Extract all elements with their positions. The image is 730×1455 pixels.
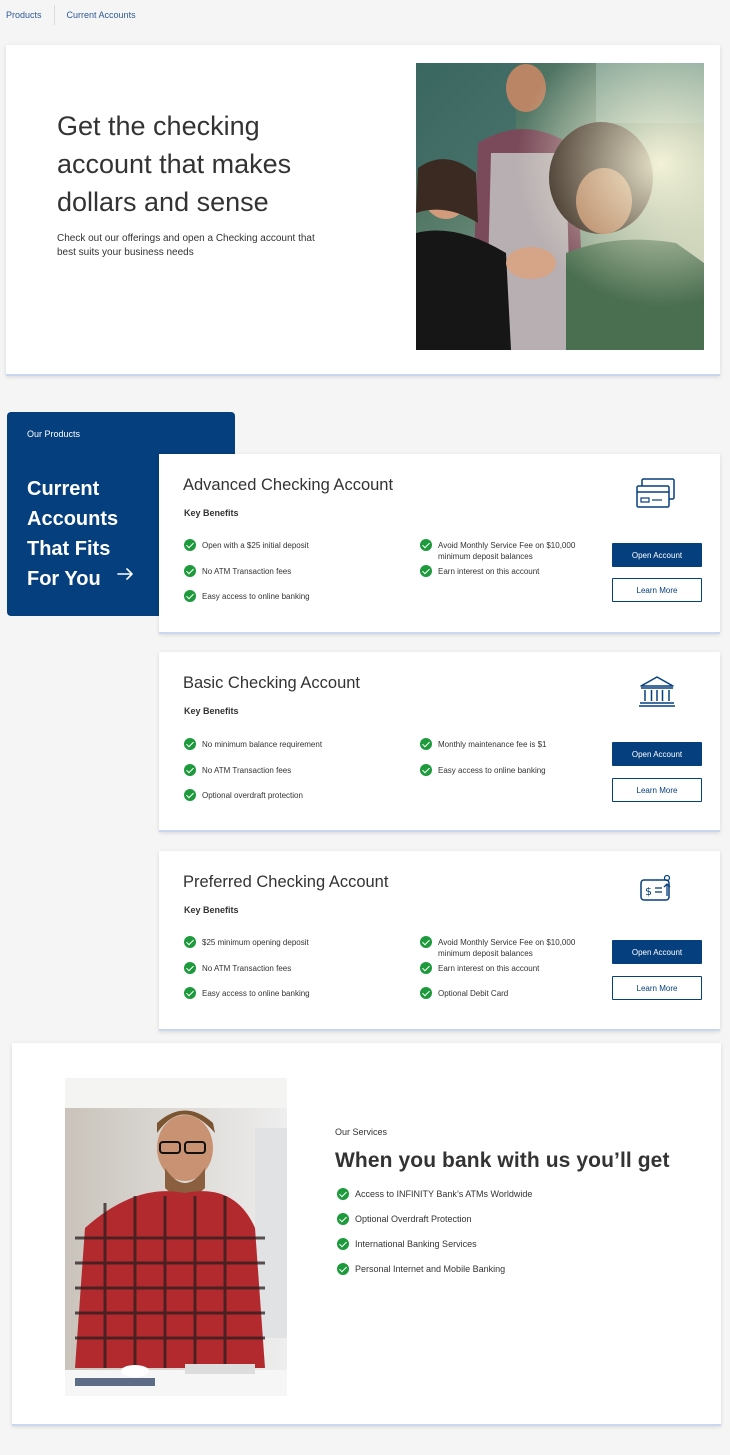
products-eyebrow: Our Products: [27, 429, 81, 439]
benefit-item: $25 minimum opening deposit: [184, 937, 352, 948]
hero-title: Get the checking account that makes dollars and sense: [57, 111, 292, 217]
credit-card-icon: [634, 476, 680, 512]
hero-photo: [416, 63, 704, 350]
account-card-advanced: [159, 454, 720, 634]
service-item: Access to INFINITY Bank’s ATMs Worldwide: [337, 1188, 532, 1200]
service-item: Personal Internet and Mobile Banking: [337, 1263, 505, 1275]
check-icon: [184, 738, 196, 750]
key-benefits-label: Key Benefits: [184, 905, 239, 915]
account-title: Advanced Checking Account: [183, 476, 394, 494]
benefit-item: Monthly maintenance fee is $1: [420, 739, 588, 750]
hero-card: [6, 45, 720, 376]
breadcrumb: [0, 0, 730, 30]
check-icon: [420, 539, 432, 551]
benefit-item: No minimum balance requirement: [184, 739, 352, 750]
check-icon: [420, 987, 432, 999]
benefit-item: No ATM Transaction fees: [184, 963, 352, 974]
benefit-item: Optional Debit Card: [420, 988, 588, 999]
open-account-button[interactable]: Open Account: [612, 742, 702, 766]
account-title: Basic Checking Account: [183, 674, 361, 692]
svg-text:$: $: [645, 885, 652, 898]
open-account-button[interactable]: Open Account: [612, 940, 702, 964]
check-icon: [184, 789, 196, 801]
check-icon: [337, 1188, 349, 1200]
hero-subtitle: Check out our offerings and open a Checking account that best suits your business needs: [57, 233, 315, 258]
account-card-basic: [159, 652, 720, 832]
account-title: Preferred Checking Account: [183, 873, 389, 891]
benefit-item: Earn interest on this account: [420, 963, 588, 974]
check-icon: [184, 565, 196, 577]
benefit-item: Easy access to online banking: [184, 591, 352, 602]
check-icon: [184, 936, 196, 948]
benefit-item: Optional overdraft protection: [184, 790, 352, 801]
check-icon: [420, 962, 432, 974]
breadcrumb-current-accounts[interactable]: Current Accounts: [66, 10, 136, 20]
service-item: International Banking Services: [337, 1238, 477, 1250]
arrow-right-icon[interactable]: [117, 567, 135, 581]
benefit-item: Avoid Monthly Service Fee on $10,000 minimum deposit balances: [420, 540, 588, 562]
services-card: [12, 1043, 721, 1426]
check-icon: [184, 539, 196, 551]
open-account-button[interactable]: Open Account: [612, 543, 702, 567]
benefit-item: Avoid Monthly Service Fee on $10,000 minimum deposit balances: [420, 937, 588, 959]
check-icon: [420, 565, 432, 577]
benefit-item: Open with a $25 initial deposit: [184, 540, 352, 551]
check-icon: [337, 1213, 349, 1225]
dollar-transfer-icon: [634, 873, 680, 909]
check-icon: [184, 590, 196, 602]
check-icon: [184, 764, 196, 776]
benefit-item: No ATM Transaction fees: [184, 765, 352, 776]
check-icon: [337, 1238, 349, 1250]
service-item: Optional Overdraft Protection: [337, 1213, 472, 1225]
learn-more-button[interactable]: Learn More: [612, 578, 702, 602]
account-card-preferred: [159, 851, 720, 1031]
learn-more-button[interactable]: Learn More: [612, 778, 702, 802]
key-benefits-label: Key Benefits: [184, 508, 239, 518]
benefit-item: Earn interest on this account: [420, 566, 588, 577]
check-icon: [420, 764, 432, 776]
check-icon: [184, 987, 196, 999]
check-icon: [420, 738, 432, 750]
breadcrumb-products[interactable]: Products: [6, 10, 42, 20]
check-icon: [184, 962, 196, 974]
breadcrumb-divider: [54, 5, 55, 25]
check-icon: [420, 936, 432, 948]
services-photo: [65, 1078, 287, 1396]
check-icon: [337, 1263, 349, 1275]
learn-more-button[interactable]: Learn More: [612, 976, 702, 1000]
benefit-item: Easy access to online banking: [420, 765, 588, 776]
services-eyebrow: Our Services: [335, 1127, 388, 1137]
benefit-item: Easy access to online banking: [184, 988, 352, 999]
bank-icon: [634, 674, 680, 710]
key-benefits-label: Key Benefits: [184, 706, 239, 716]
products-heading: Current Accounts That Fits For You: [27, 478, 119, 590]
services-title: When you bank with us you’ll get: [335, 1149, 670, 1172]
benefit-item: No ATM Transaction fees: [184, 566, 352, 577]
